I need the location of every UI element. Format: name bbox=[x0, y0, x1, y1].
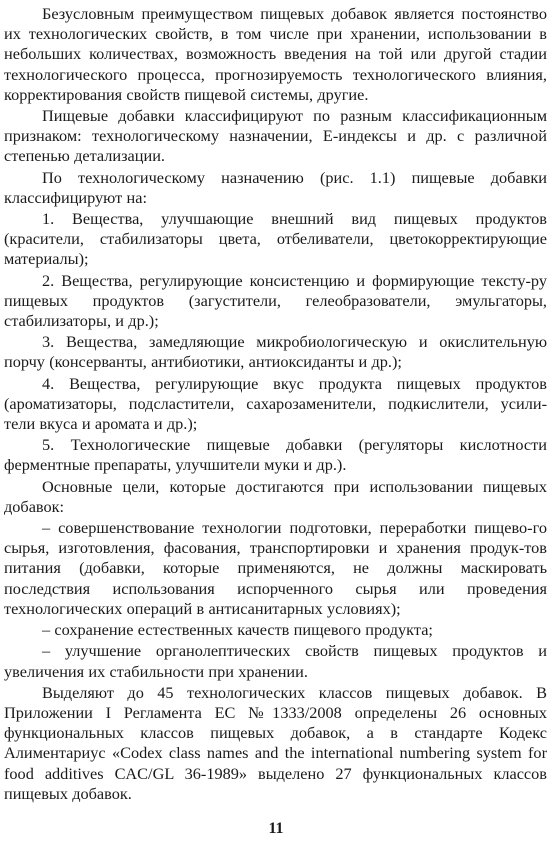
paragraph-goals: Основные цели, которые достигаются при использовании пищевых добавок: bbox=[4, 476, 547, 516]
page-number: 11 bbox=[268, 820, 284, 837]
paragraph-classes: Выделяют до 45 технологических классов пищевых добавок. В Приложении I Регламента ЕС №1333/2008 определены 26 основных функциональных классов пищевых добавок, а в стандарте Кодекс Алиментариус «Codex class names and the international numbering system for food additives CAC/GL 36-1989» выделено 27 функциональных классов пищевых добавок. bbox=[4, 682, 547, 803]
document-page bbox=[4, 4, 547, 805]
paragraph-by-purpose: По технологическому назначению (рис. 1.1) пищевые добавки классифицируют на: bbox=[4, 167, 547, 207]
goal-item-preservation: – сохранение естественных качеств пищевого продукта; bbox=[42, 620, 433, 640]
goal-item-organoleptic: – улучшение органолептических свойств пищевых продуктов и увеличения их стабильности при хранении. bbox=[4, 641, 547, 681]
list-item-appearance: 1. Вещества, улучшающие внешний вид пищевых продуктов (красители, стабилизаторы цвета, отбеливатели, цветокорректирующие материалы); bbox=[4, 209, 547, 269]
list-item-technological: 5. Технологические пищевые добавки (регуляторы кислотности ферментные препараты, улучшители муки и др.). bbox=[4, 435, 547, 475]
goal-item-technology: – совершенствование технологии подготовки, переработки пищево-го сырья, изготовления, фасования, транспортировки и хранения продук-тов питания (добавки, которые применяются, не должны маскировать последствия использования испорченного сырья или проведения технологических операций в антисанитарных условиях); bbox=[4, 518, 547, 618]
list-item-taste: 4. Вещества, регулирующие вкус продукта пищевых продуктов (ароматизаторы, подсластители, сахарозаменители, подкислители, усили-тели вкуса и аромата и др.); bbox=[4, 373, 547, 434]
paragraph-classification: Пищевые добавки классифицируют по разным классификационным признаком: технологическому назначении, Е-индексы и др. с различной степенью детализации. bbox=[4, 106, 547, 166]
list-item-consistency: 2. Вещества, регулирующие консистенцию и формирующие тексту-ру пищевых продуктов (загустители, гелеобразователи, эмульгаторы, стабилизаторы, и др.); bbox=[4, 270, 547, 331]
paragraph-advantages: Безусловным преимуществом пищевых добавок является постоянство их технологических свойств, в том числе при хранении, использовании в небольших количествах, возможность введения на той или другой стадии технологического процесса, прогнозируемость технологического влияния, корректирования свойств пищевой системы, другие. bbox=[4, 4, 547, 104]
list-item-spoilage: 3. Вещества, замедляющие микробиологическую и окислительную порчу (консерванты, антибиотики, антиоксиданты и др.); bbox=[4, 332, 547, 372]
